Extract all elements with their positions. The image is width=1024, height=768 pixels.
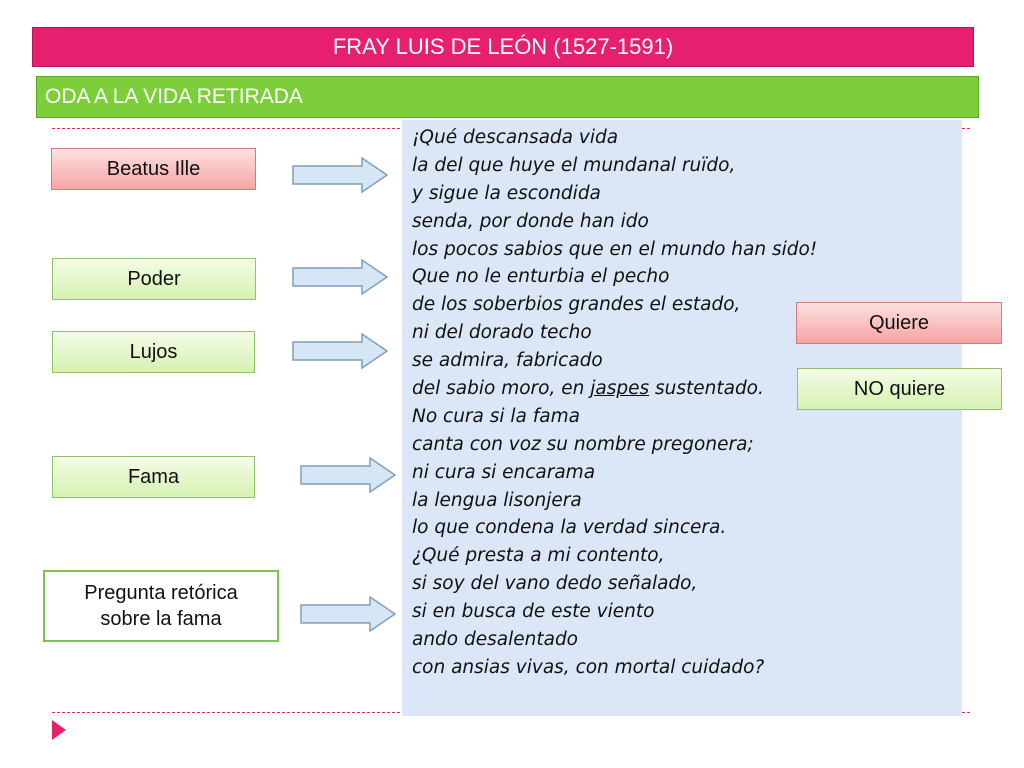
label-text: NO quiere [853, 377, 946, 400]
right-arrow-icon [300, 457, 396, 493]
poem-line: ¿Qué presta a mi contento, [412, 545, 665, 567]
poem-line: se admira, fabricado [412, 350, 603, 372]
label-text: Quiere [868, 311, 930, 334]
poem-line-part: sustentado. [649, 378, 764, 400]
label-text: Poder [127, 267, 181, 290]
label-text: Fama [127, 465, 180, 488]
poem-line: lo que condena la verdad sincera. [412, 517, 727, 539]
slide-subtitle: ODA A LA VIDA RETIRADA [36, 76, 979, 118]
slide-title: FRAY LUIS DE LEÓN (1527-1591) [32, 27, 974, 67]
label-pregunta-retorica [43, 570, 279, 642]
label-no-quiere [797, 368, 1002, 410]
right-arrow-icon [292, 333, 388, 369]
label-beatus-ille [51, 148, 256, 190]
poem-line: la lengua lisonjera [412, 489, 582, 511]
poem-line: ni cura si encarama [412, 461, 596, 483]
right-arrow-icon [292, 259, 388, 295]
poem-line: Que no le enturbia el pecho [412, 266, 670, 288]
poem-line: canta con voz su nombre pregonera; [412, 433, 754, 455]
poem-line: con ansias vivas, con mortal cuidado? [412, 656, 765, 678]
poem-line: No cura si la fama [412, 405, 580, 427]
poem-line: ni del dorado techo [412, 322, 592, 344]
poem-line: ¡Qué descansada vida [412, 127, 619, 148]
poem-line: de los soberbios grandes el estado, [412, 294, 741, 316]
poem-line: si en busca de este viento [412, 601, 655, 623]
poem-line: ando desalentado [412, 629, 579, 651]
label-text: Beatus Ille [106, 157, 201, 180]
right-arrow-icon [300, 596, 396, 632]
poem-line-part: del sabio moro, en [412, 378, 591, 400]
poem-line [412, 375, 817, 403]
poem-text [412, 124, 817, 682]
poem-line: la del que huye el mundanal ruïdo, [412, 154, 736, 176]
poem-line: senda, por donde han ido [412, 210, 649, 232]
play-triangle-icon [52, 720, 66, 740]
label-fama [52, 456, 255, 498]
label-quiere [796, 302, 1002, 344]
poem-line: y sigue la escondida [412, 182, 601, 204]
poem-line: los pocos sabios que en el mundo han sido! [412, 238, 818, 260]
label-text: Lujos [129, 340, 178, 363]
poem-line: si soy del vano dedo señalado, [412, 573, 698, 595]
label-poder [52, 258, 256, 300]
poem-underlined-word: jaspes [590, 378, 650, 400]
label-lujos [52, 331, 255, 373]
label-text: Pregunta retórica [84, 582, 238, 604]
right-arrow-icon [292, 157, 388, 193]
label-text: sobre la fama [100, 608, 222, 630]
